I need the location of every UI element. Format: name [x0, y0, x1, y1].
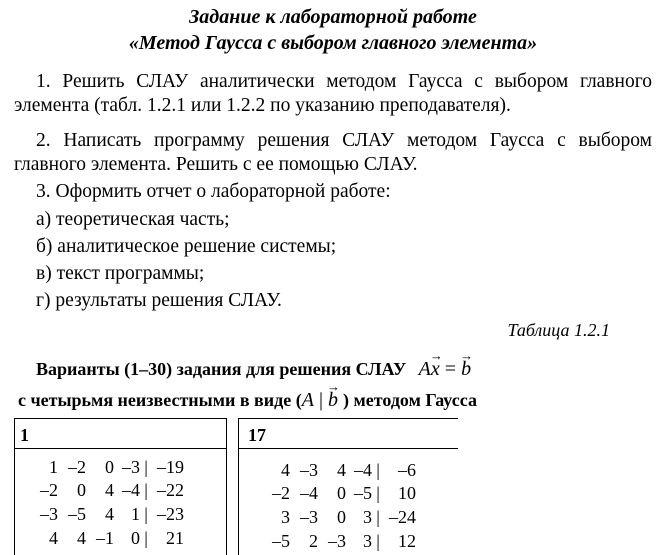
matrix-row: –3 –5 4 1 | –23: [40, 504, 184, 524]
task-sub-b: б) аналитическое решение системы;: [36, 236, 337, 257]
table-caption: Таблица 1.2.1: [507, 320, 610, 340]
task-item-3: 3. Оформить отчет о лабораторной работе:: [36, 181, 391, 202]
task-item-1: 1. Решить СЛАУ аналитически методом Гаусса с выбором главного элемента (табл. 1.2.1 или 1.2.2 по указанию преподавателя).: [14, 71, 652, 116]
matrix-row: 3 –3 0 3 | –24: [281, 507, 416, 527]
eq-matrix-A: A: [418, 358, 431, 380]
variants-title-line2: [18, 388, 477, 412]
table-top-rule-left: [14, 418, 226, 419]
task-item-2: 2. Написать программу решения СЛАУ методом Гаусса с выбором главного элемента. Решить с ее помощью СЛАУ.: [14, 130, 652, 175]
variants-title-line2-pre: с четырьмя неизвестными в виде (: [18, 390, 302, 410]
table-header-rule-right: [238, 448, 458, 449]
variants-title-line2-post: ) методом Гаусса: [342, 390, 477, 410]
task-sub-a: а) теоретическая часть;: [36, 209, 230, 230]
table-top-rule-right: [238, 418, 458, 419]
table-divider-right: [238, 418, 239, 555]
table-header-rule-left: [14, 448, 226, 449]
aug-separator: |: [313, 389, 328, 411]
augmented-matrix: [302, 389, 338, 411]
task-sub-d: г) результаты решения СЛАУ.: [36, 290, 282, 311]
matrix-row: 4 –3 4 –4 | –6: [281, 460, 416, 480]
eq-vector-b: → b: [461, 357, 471, 381]
table-divider-left: [226, 418, 227, 555]
equation: [419, 358, 471, 380]
variants-title-line1: [36, 357, 471, 381]
eq-equals: =: [439, 358, 462, 380]
variant-number: 17: [248, 425, 266, 445]
matrix-row: 1 –2 0 –3 | –19: [49, 457, 184, 477]
variant-number: 1: [20, 425, 29, 445]
table-border-left: [14, 418, 15, 555]
eq-vector-x: → x: [431, 357, 440, 381]
matrix-row: –2 –4 0 –5 | 10: [272, 483, 416, 503]
document-title-line1: Задание к лабораторной работе: [189, 6, 477, 28]
matrix-row: –2 0 4 –4 | –22: [40, 480, 184, 500]
document-title-line2: «Метод Гаусса с выбором главного элемента»: [128, 32, 538, 54]
matrix-row: –5 2 –3 3 | 12: [272, 531, 416, 551]
aug-vector-b: → b: [328, 388, 338, 412]
variants-title-text: Варианты (1–30) задания для решения СЛАУ: [36, 359, 407, 379]
task-sub-c: в) текст программы;: [36, 263, 205, 284]
matrix-row: 4 4 –1 0 | 21: [49, 528, 184, 548]
aug-matrix-A: A: [301, 389, 314, 411]
